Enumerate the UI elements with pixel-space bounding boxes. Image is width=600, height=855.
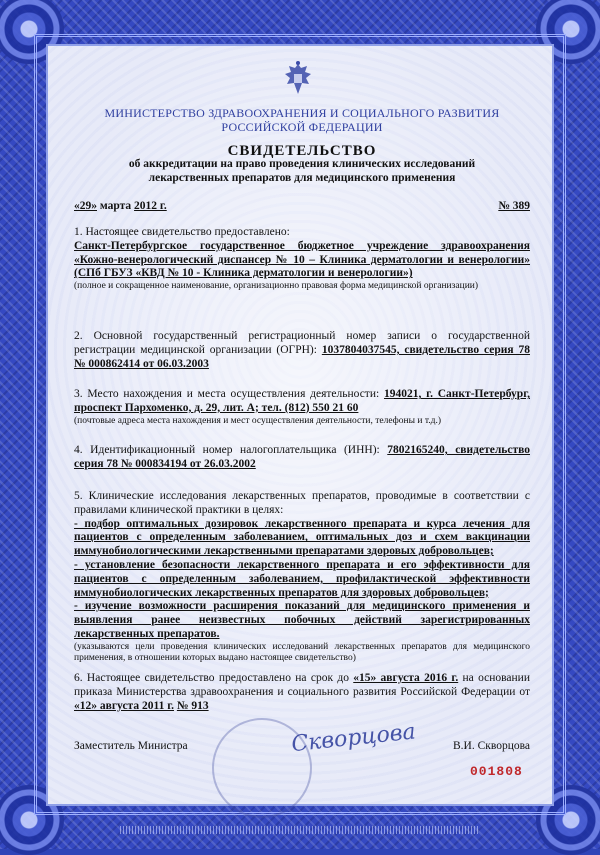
signatory-name: В.И. Скворцова — [453, 740, 530, 752]
document-title: СВИДЕТЕЛЬСТВО — [227, 143, 377, 159]
handwritten-signature: Скворцова — [290, 719, 417, 758]
date-day: «29» — [74, 200, 97, 212]
section-6-text2: на основании приказа Министерства здравоохранения и социального развития Российской Федерации от — [74, 672, 530, 698]
section-1 — [74, 226, 530, 293]
section-6-text1: 6. Настоящее свидетельство предоставлено на срок до — [74, 672, 354, 684]
subtitle-line1: об аккредитации на право проведения клинических исследований — [128, 158, 476, 170]
section-3-note: (почтовые адреса места нахождения и мест осуществления деятельности, телефоны и т.д.) — [74, 415, 442, 426]
order-date: «12» августа 2011 г. — [74, 699, 175, 712]
subtitle-line2: лекарственных препаратов для медицинского применения — [148, 171, 456, 184]
section-2-text: 2. Основной государственный регистрационный номер записи о государственной регистрации медицинской организации (ОГРН): — [74, 330, 530, 356]
section-6 — [74, 672, 530, 713]
ogrn-value: 1037804037545, свидетельство серия 78 № 000862414 от 06.03.2003 — [74, 343, 530, 370]
section-3-text: 3. Место нахождения и места осуществления деятельности: — [74, 388, 384, 400]
section-5-note: (указываются цели проведения клинических исследований лекарственных препаратов для медицинского применения, в отношении которых выдано настоящее свидетельство) — [74, 641, 530, 664]
microtext-strip — [120, 826, 480, 834]
goal-3: - изучение возможности расширения показаний для медицинского применения и выявления ранее неизвестных побочных действий зарегистрированных лекарственных препаратов. — [74, 600, 530, 640]
section-1-intro: 1. Настоящее свидетельство предоставлено: — [74, 226, 290, 238]
signature-row — [74, 740, 530, 752]
document-subtitle — [74, 158, 530, 185]
order-number: № 913 — [176, 699, 209, 712]
date-year: 2012 г. — [134, 200, 167, 212]
ministry-line2: РОССИЙСКОЙ ФЕДЕРАЦИИ — [221, 120, 383, 134]
coat-of-arms-icon — [280, 60, 316, 100]
serial-number: 001808 — [470, 764, 523, 779]
address-value: 194021, г. Санкт-Петербург, проспект Пархоменко, д. 29, лит. А; тел. (812) 550 21 60 — [74, 388, 530, 414]
section-3 — [74, 388, 530, 427]
section-4-text: 4. Идентификационный номер налогоплательщика (ИНН): — [74, 444, 388, 456]
section-4 — [74, 444, 530, 472]
valid-until: «15» августа 2016 г. — [353, 672, 459, 684]
date-line — [74, 200, 530, 214]
date-month: марта — [97, 200, 135, 212]
section-5-text: 5. Клинические исследования лекарственных препаратов, проводимые в соответствии с правилами клинической практики в целях: — [74, 490, 530, 516]
organization-name: Санкт-Петербургское государственное бюджетное учреждение здравоохранения «Кожно-венерологический диспансер № 10 – Клиника дерматологии и венерологии» (СПб ГБУЗ «КВД № 10 - Клиника дерматологии и венерологии») — [74, 239, 530, 280]
ministry-header — [74, 106, 530, 134]
section-5 — [74, 490, 530, 665]
certificate-number: № 389 — [498, 200, 530, 212]
goal-1: - подбор оптимальных дозировок лекарственного препарата и курса лечения для пациентов с определенным заболеванием, оптимальных доз и схем вакцинации иммунобиологическими лекарственными препаратами здоровых добровольцев; — [74, 517, 530, 558]
inn-value: 7802165240, свидетельство серия 78 № 000834194 от 26.03.2002 — [74, 444, 530, 470]
section-2 — [74, 330, 530, 371]
signatory-role: Заместитель Министра — [74, 740, 188, 752]
ministry-line1: МИНИСТЕРСТВО ЗДРАВООХРАНЕНИЯ И СОЦИАЛЬНОГО РАЗВИТИЯ — [104, 106, 500, 120]
section-1-note: (полное и сокращенное наименование, организационно правовая форма медицинской организации) — [74, 281, 479, 292]
goal-2: - установление безопасности лекарственного препарата и его эффективности для пациентов с определенным заболеванием, профилактической эффективности иммунобиологических лекарственных препаратов для здоровых добровольцев; — [74, 558, 530, 599]
